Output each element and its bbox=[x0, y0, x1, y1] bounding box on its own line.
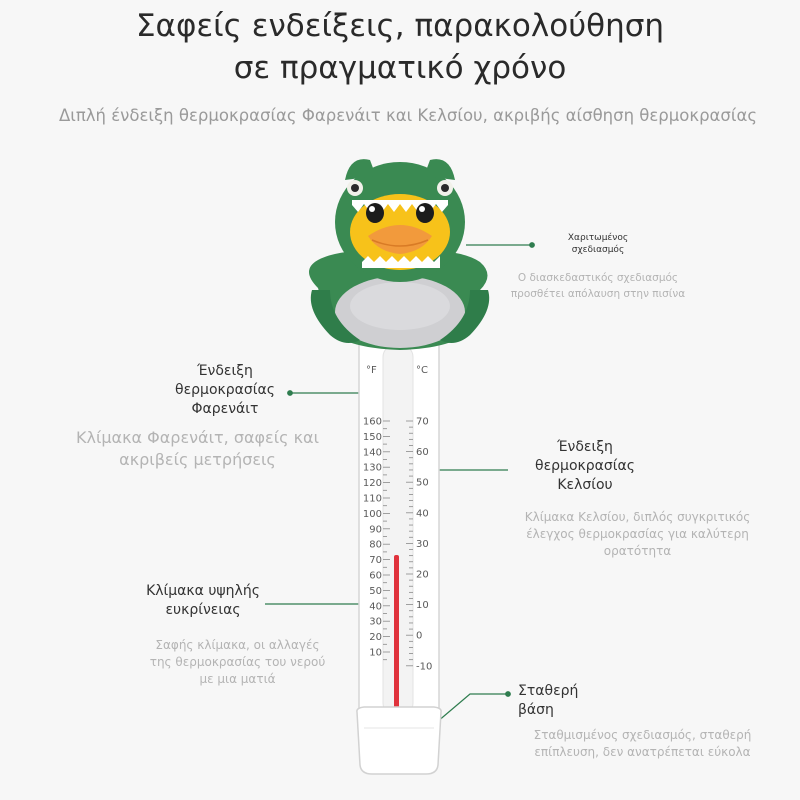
celsius-tick-label: 20 bbox=[416, 569, 429, 581]
fahrenheit-tick-label: 50 bbox=[369, 585, 382, 597]
celsius-tick-label: -10 bbox=[416, 661, 433, 673]
page-title-line-1: Σαφείς ενδείξεις, παρακολούθηση bbox=[135, 8, 665, 44]
callout-high-res-label: Κλίμακα υψηλής ευκρίνειας bbox=[146, 583, 260, 618]
fahrenheit-tick-label: 30 bbox=[369, 616, 382, 628]
thermometer-base bbox=[357, 707, 441, 774]
page-subtitle: Διπλή ένδειξη θερμοκρασίας Φαρενάιτ και Κελσίου, ακριβής αίσθηση θερμοκρασίας bbox=[58, 106, 758, 125]
celsius-tick-label: 10 bbox=[416, 600, 429, 612]
fahrenheit-tick-label: 40 bbox=[369, 601, 382, 613]
callout-high-res-desc: Σαφής κλίμακα, οι αλλαγές της θερμοκρασίας του νερού με μια ματιά bbox=[149, 638, 326, 686]
fahrenheit-tick-label: 90 bbox=[369, 524, 382, 536]
callout-design-label: Χαριτωμένος σχεδιασμός bbox=[567, 233, 629, 255]
fahrenheit-tick-label: 80 bbox=[369, 539, 382, 551]
fahrenheit-tick-label: 60 bbox=[369, 570, 382, 582]
fahrenheit-unit: °F bbox=[366, 365, 377, 376]
callout-base-desc: Σταθμισμένος σχεδιασμός, σταθερή επίπλευση, δεν ανατρέπεται εύκολα bbox=[533, 728, 752, 759]
page-title-line-2: σε πραγματικό χρόνο bbox=[233, 50, 567, 86]
fahrenheit-tick-label: 70 bbox=[369, 555, 382, 567]
callout-base-label: Σταθερή βάση bbox=[518, 683, 579, 718]
fahrenheit-tick-label: 120 bbox=[362, 478, 382, 490]
fahrenheit-tick-label: 10 bbox=[369, 647, 382, 659]
callout-celsius-desc: Κλίμακα Κελσίου, διπλός συγκριτικός έλεγχος θερμοκρασίας για καλύτερη ορατότητα bbox=[524, 510, 751, 558]
celsius-unit: °C bbox=[416, 365, 428, 376]
callout-design-desc: Ο διασκεδαστικός σχεδιασμός προσθέτει απόλαυση στην πισίνα bbox=[510, 272, 686, 300]
callout-fahrenheit-desc: Κλίμακα Φαρενάιτ, σαφείς και ακριβείς μετρήσεις bbox=[76, 428, 319, 469]
celsius-tick-label: 40 bbox=[416, 508, 429, 520]
callout-celsius-label: Ένδειξη θερμοκρασίας Κελσίου bbox=[535, 439, 635, 493]
fahrenheit-tick-label: 160 bbox=[362, 416, 382, 428]
duck-float bbox=[309, 159, 489, 350]
fahrenheit-tick-label: 150 bbox=[362, 431, 382, 443]
fahrenheit-tick-label: 20 bbox=[369, 632, 382, 644]
celsius-tick-label: 60 bbox=[416, 447, 429, 459]
celsius-tick-label: 30 bbox=[416, 538, 429, 550]
callout-fahrenheit-label: Ένδειξη θερμοκρασίας Φαρενάιτ bbox=[175, 363, 275, 417]
fahrenheit-tick-label: 100 bbox=[362, 508, 382, 520]
celsius-tick-label: 70 bbox=[416, 416, 429, 428]
celsius-tick-label: 50 bbox=[416, 477, 429, 489]
fahrenheit-tick-label: 130 bbox=[362, 462, 382, 474]
fahrenheit-tick-label: 140 bbox=[362, 447, 382, 459]
mercury-column bbox=[394, 555, 399, 715]
celsius-tick-label: 0 bbox=[416, 630, 423, 642]
fahrenheit-tick-label: 110 bbox=[362, 493, 382, 505]
